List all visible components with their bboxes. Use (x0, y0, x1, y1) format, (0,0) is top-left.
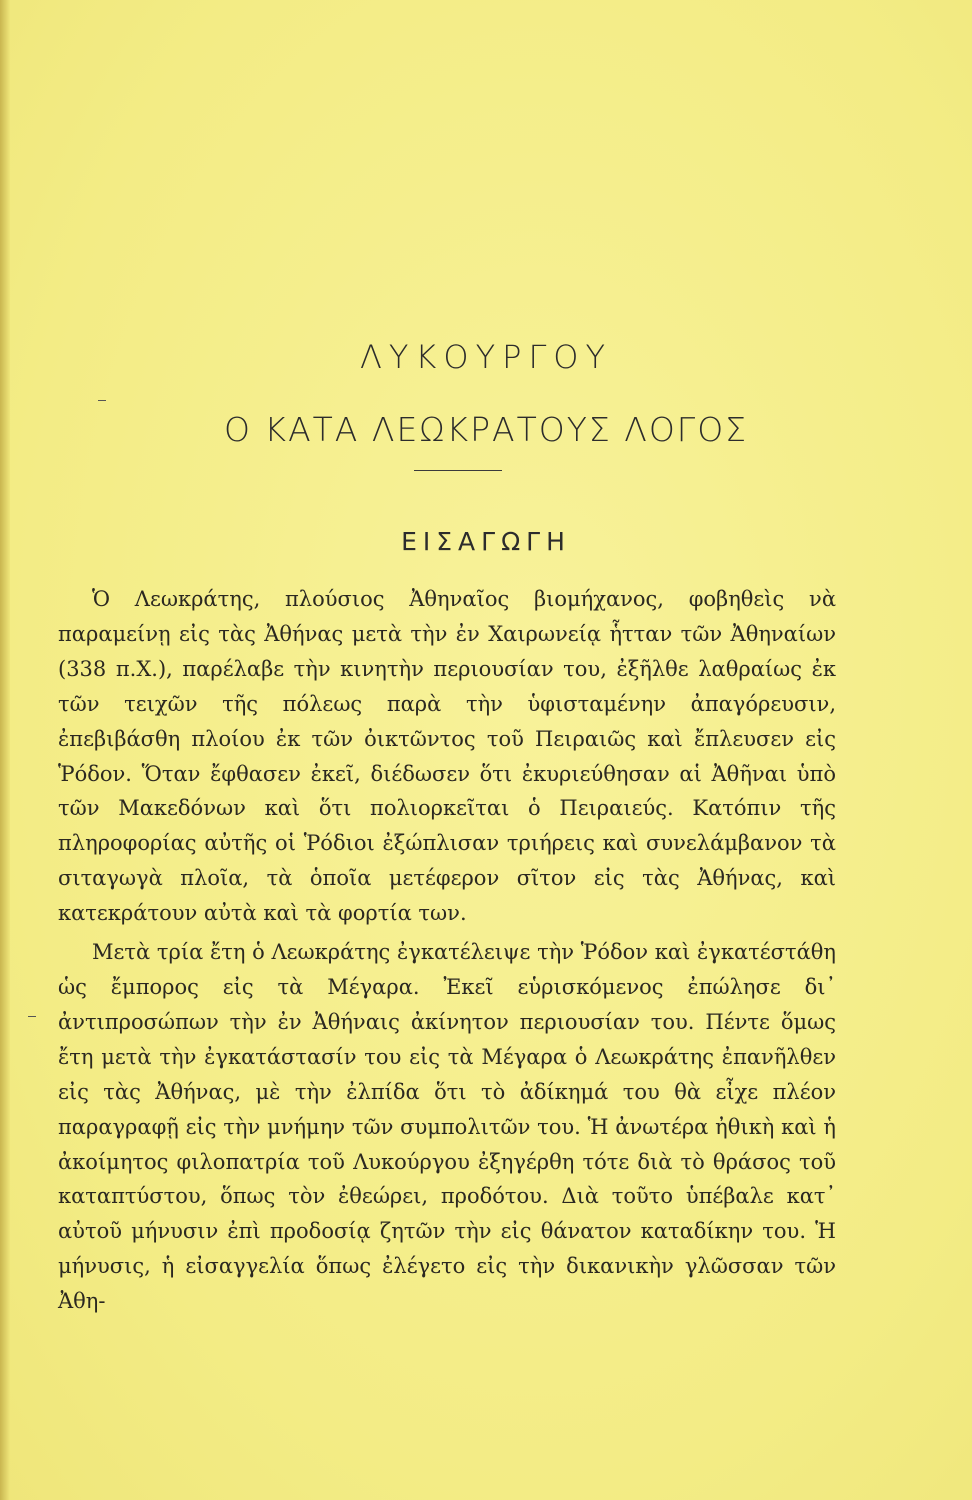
speech-title: Ο ΚΑΤΑ ΛΕΩΚΡΑΤΟΥΣ ΛΟΓΟΣ (223, 410, 749, 449)
paragraph-2: Μετὰ τρία ἔτη ὁ Λεωκράτης ἐγκατέλειψε τὴν Ῥόδον καὶ ἐγκατέστάθη ὡς ἔμπορος εἰς τὰ Μέγαρα. Ἐκεῖ εὑρισκόμενος ἐπώλησε δι᾽ ἀντιπροσώπων τὴν ἐν Ἀθήναις ἀκίνητον περιουσίαν του. Πέντε ὅμως ἔτη μετὰ τὴν ἐγκατάστασίν του εἰς τὰ Μέγαρα ὁ Λεωκράτης ἐπανῆλθεν εἰς τὰς Ἀθήνας, μὲ τὴν ἐλπίδα ὅτι τὸ ἀδίκημά του θὰ εἶχε πλέον παραγραφῇ εἰς τὴν μνήμην τῶν συμπολιτῶν του. Ἡ ἀνωτέρα ἠθικὴ καὶ ἡ ἀκοίμητος φιλοπατρία τοῦ Λυκούργου ἐξηγέρθη τότε διὰ τὸ θράσος τοῦ καταπτύστου, ὅπως τὸν ἐθεώρει, προδότου. Διὰ τοῦτο ὑπέβαλε κατ᾽ αὐτοῦ μήνυσιν ἐπὶ προδοσίᾳ ζητῶν τὴν εἰς θάνατον καταδίκην του. Ἡ μήνυσις, ἡ εἰσαγγελία ὅπως ἐλέγετο εἰς τὴν δικανικὴν γλῶσσαν τῶν Ἀθη- (58, 940, 836, 1314)
author-title: ΛΥΚΟΥΡΓΟΥ (359, 338, 612, 376)
section-heading: ΕΙΣΑΓΩΓΗ (401, 527, 571, 556)
margin-mark (98, 400, 106, 401)
paragraph-1: Ὁ Λεωκράτης, πλούσιος Ἀθηναῖος βιομήχανος, φοβηθεὶς νὰ παραμείνῃ εἰς τὰς Ἀθήνας μετὰ τὴν ἐν Χαιρωνείᾳ ἧτταν τῶν Ἀθηναίων (338 π.Χ.), παρέλαβε τὴν κινητὴν περιουσίαν του, ἐξῆλθε λαθραίως ἐκ τῶν τειχῶν τῆς πόλεως παρὰ τὴν ὑφισταμένην ἀπαγόρευσιν, ἐπεβιβάσθη πλοίου ἐκ τῶν ὀικτῶντος τοῦ Πειραιῶς καὶ ἔπλευσεν εἰς Ῥόδον. Ὅταν ἔφθασεν ἐκεῖ, διέδωσεν ὅτι ἐκυριεύθησαν αἱ Ἀθῆναι ὑπὸ τῶν Μακεδόνων καὶ ὅτι πολιορκεῖται ὁ Πειραιεύς. Κατόπιν τῆς πληροφορίας αὐτῆς οἱ Ῥόδιοι ἐξώπλισαν τριήρεις καὶ συνελάμβανον τὰ σιταγωγὰ πλοῖα, τὰ ὁποῖα μετέφερον σῖτον εἰς τὰς Ἀθήνας, καὶ κατεκράτουν αὐτὰ καὶ τὰ φορτία των. (58, 587, 836, 926)
margin-mark (28, 1016, 36, 1017)
body-text (58, 582, 836, 1319)
title-divider (414, 470, 502, 471)
page-edge-shadow (0, 0, 10, 1500)
